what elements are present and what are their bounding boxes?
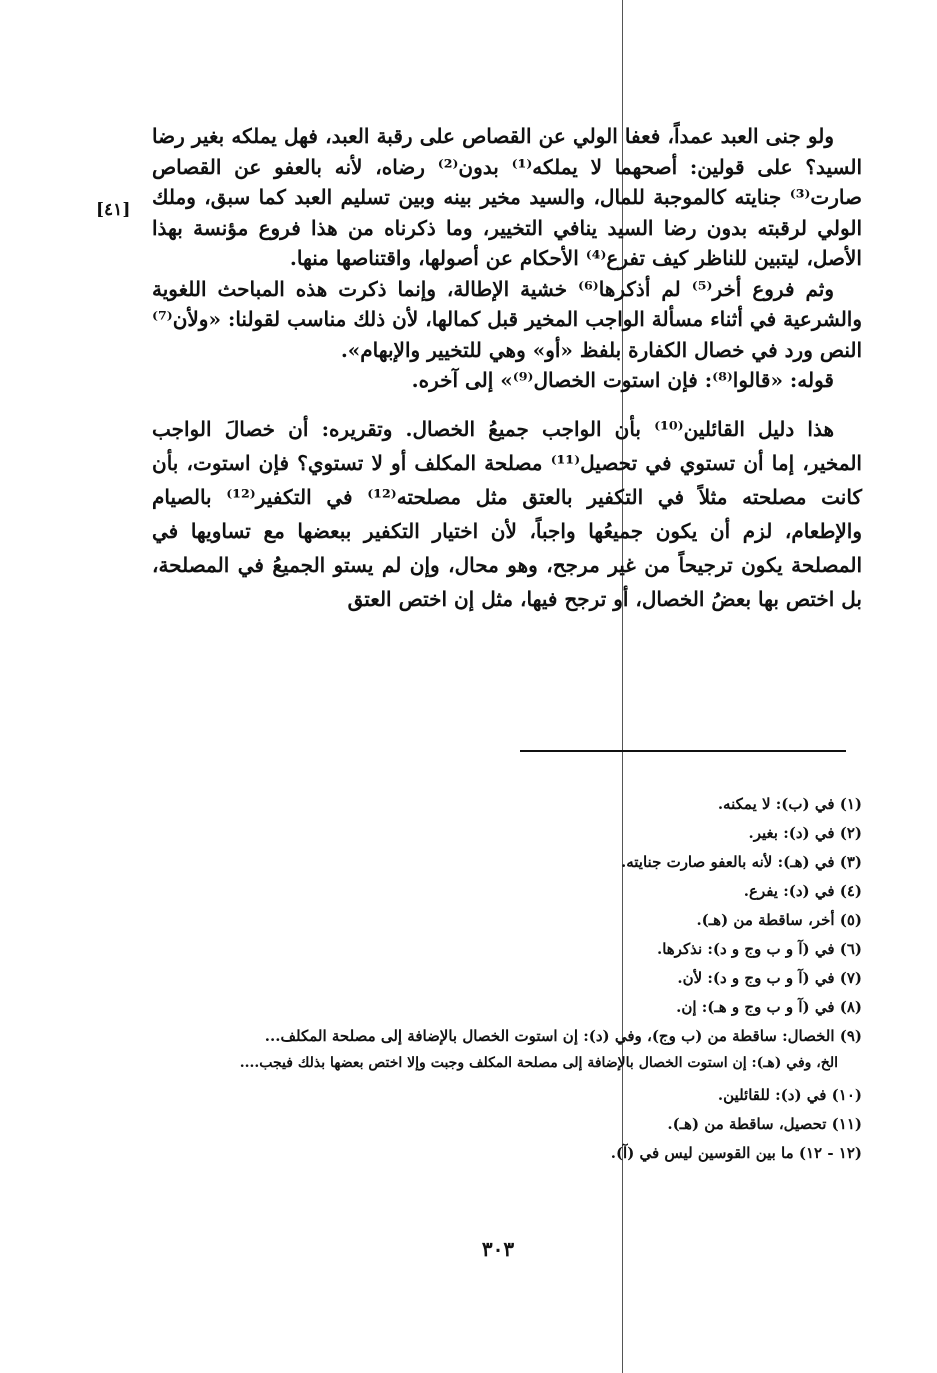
- paragraph-4: هذا دليل القائلين⁽¹⁰⁾ بأن الواجب جميعُ الخصال. وتقريره: أن خصالَ الواجب المخير، إما أن تستوي في تحصيل⁽¹¹⁾ مصلحة المكلف أو لا تستوي؟ فإن استوت، بأن كانت مصلحته مثلاً في التكفير بالعتق مثل مصلحته⁽¹²⁾ في التكفير⁽¹²⁾ بالصيام والإطعام، لزم أن يكون جميعُها واجباً، لأن اختيار التكفير ببعضها مع تساويها في المصلحة يكون ترجيحاً من غير مرجح، وهو محال، وإن لم يستو الجميعُ في المصلحة، بل اختص بها بعضُ الخصال، أو ترجح فيها، مثل إن اختص العتق: [152, 416, 862, 611]
- page-number: ٣٠٣: [481, 1237, 515, 1261]
- paragraph-2: وثم فروع أخر⁽⁵⁾ لم أذكرها⁽⁶⁾ خشية الإطالة، وإنما ذكرت هذه المباحث اللغوية والشرعية في أثناء مسألة الواجب المخير قبل كمالها، لأن ذلك مناسب لقولنا: «ولأن⁽⁷⁾ النص ورد في خصال الكفارة بلفظ «أو» وهي للتخيير والإبهام».: [152, 276, 862, 362]
- footnote-9: (٩) الخصال: ساقطة من (ب وج)، وفي (د): إن استوت الخصال بالإضافة إلى مصلحة المكلف...: [264, 1027, 862, 1045]
- footnote-12: (١٢ - ١٢) ما بين القوسين ليس في (آ).: [610, 1144, 862, 1162]
- footnotes: [152, 790, 862, 1168]
- footnote-5: (٥) أخر، ساقطة من (هـ).: [696, 911, 862, 929]
- footnote-3: (٣) في (هـ): لأنه بالعفو صارت جنايته.: [621, 853, 862, 871]
- footnote-divider: [520, 750, 846, 752]
- footnote-8: (٨) في (آ و ب وج و هـ): إن.: [676, 998, 862, 1016]
- main-text: [152, 121, 862, 616]
- footnote-11: (١١) تحصيل، ساقطة من (هـ).: [667, 1115, 862, 1133]
- footnote-1: (١) في (ب): لا يمكنه.: [717, 795, 862, 813]
- footnote-6: (٦) في (آ و ب وج و د): نذكرها.: [656, 940, 862, 958]
- footnote-7: (٧) في (آ و ب وج و د): لأن.: [677, 969, 862, 987]
- footnote-2: (٢) في (د): بغير.: [748, 824, 862, 842]
- footnote-10: (١٠) في (د): للقائلين.: [717, 1086, 862, 1104]
- footnote-4: (٤) في (د): يفرع.: [743, 882, 862, 900]
- footnote-9-continuation: الخ، وفي (هـ): إن استوت الخصال بالإضافة إلى مصلحة المكلف وجبت وإلا اختص بعضها بذلك فيجب....: [239, 1055, 838, 1071]
- margin-reference: [٤١]: [96, 200, 131, 220]
- paragraph-1: ولو جنى العبد عمداً، فعفا الولي عن القصاص على رقبة العبد، فهل يملكه بغير رضا السيد؟ على قولين: أصحهما لا يملكه⁽¹⁾ بدون⁽²⁾ رضاه، لأنه بالعفو عن القصاص صارت⁽³⁾ جنايته كالموجبة للمال، والسيد مخير بينه وبين تسليم العبد كما سبق، وملك الولي لرقبته بدون رضا السيد ينافي التخيير، وما ذكرناه من هذا فروع مؤنسة بهذا الأصل، ليتبين للناظر كيف تفرع⁽⁴⁾ الأحكام عن أصولها، واقتناصها منها.: [152, 124, 863, 270]
- paragraph-3: قوله: «قالوا⁽⁸⁾: فإن استوت الخصال⁽⁹⁾» إلى آخره.: [411, 368, 834, 392]
